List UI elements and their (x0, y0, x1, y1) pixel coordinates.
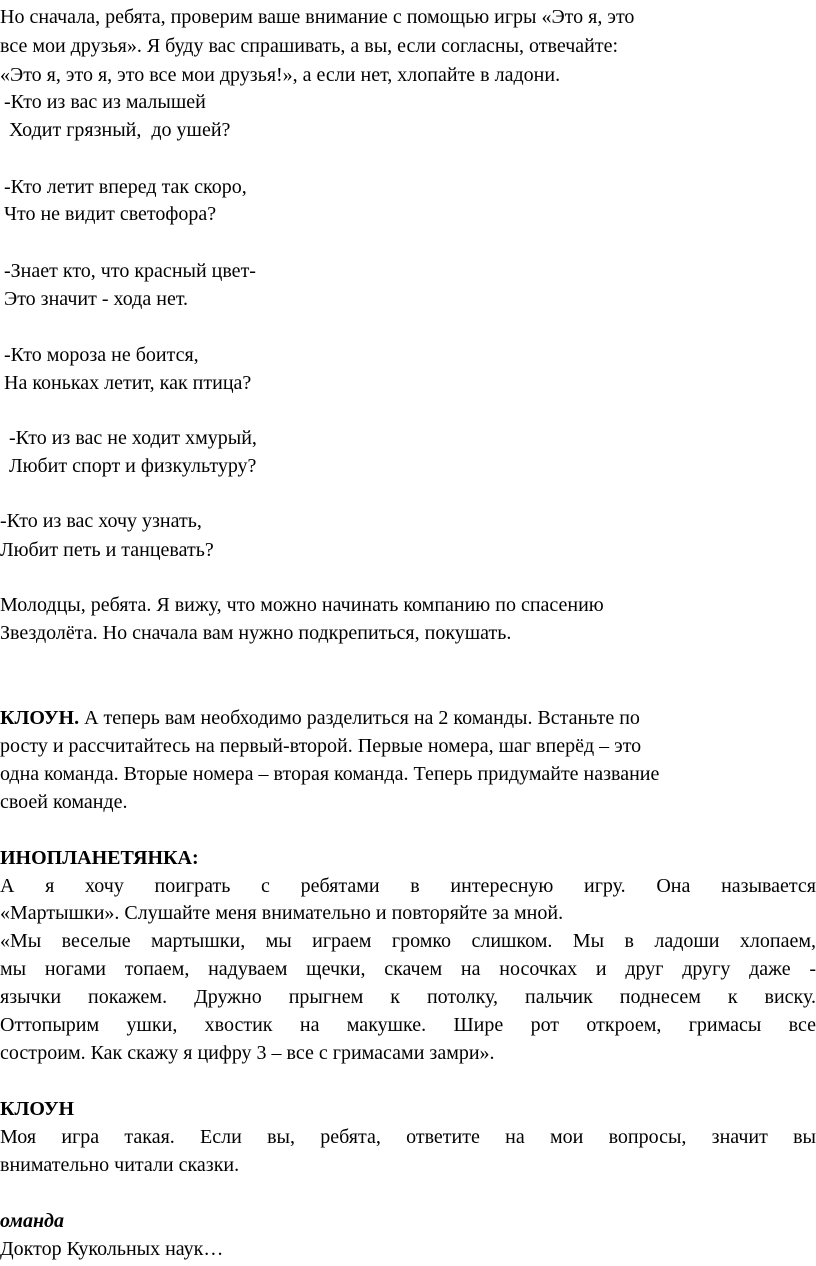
verse-3-line-2: Это значит - хода нет. (4, 288, 189, 310)
clown-paragraph-line-4: своей команде. (0, 791, 128, 813)
verse-5-line-2: Любит спорт и физкультуру? (4, 455, 257, 477)
clown-paragraph-line-2: росту и рассчитайтесь на первый-второй. Первые номера, шаг вперёд – это (0, 735, 642, 757)
intro-line-1: Но сначала, ребята, проверим ваше внимание с помощью игры «Это я, это (0, 6, 635, 28)
last-line: Доктор Кукольных наук… (0, 1238, 224, 1260)
alien-line-3: «Мы веселые мартышки, мы играем громко слишком. Мы в ладоши хлопаем, (0, 930, 816, 952)
verse-2-line-2: Что не видит светофора? (4, 203, 217, 225)
verse-5-line-1: -Кто из вас не ходит хмурый, (4, 427, 257, 449)
verse-6-line-2: Любит петь и танцевать? (0, 539, 214, 561)
intro-line-3: «Это я, это я, это все мои друзья!», а если нет, хлопайте в ладони. (0, 64, 561, 86)
praise-line-2: Звездолёта. Но сначала вам нужно подкрепиться, покушать. (0, 622, 512, 644)
verse-4-line-2: На коньках летит, как птица? (4, 372, 252, 394)
alien-line-2: «Мартышки». Слушайте меня внимательно и повторяйте за мной. (0, 902, 564, 924)
alien-line-4: мы ногами топаем, надуваем щечки, скачем на носочках и друг другу даже - (0, 958, 816, 980)
praise-line-1: Молодцы, ребята. Я вижу, что можно начинать компанию по спасению (0, 594, 604, 616)
clown2-speaker: КЛОУН (0, 1098, 75, 1120)
intro-line-2: все мои друзья». Я буду вас спрашивать, а вы, если согласны, отвечайте: (0, 35, 619, 57)
alien-line-6: Оттопырим ушки, хвостик на макушке. Шире рот откроем, гримасы все (0, 1014, 816, 1036)
alien-speaker: ИНОПЛАНЕТЯНКА: (0, 847, 199, 869)
verse-1-line-2: Ходит грязный, до ушей? (4, 119, 231, 141)
clown2-line-1: Моя игра такая. Если вы, ребята, ответите на мои вопросы, значит вы (0, 1126, 816, 1148)
clown-paragraph-line-1: КЛОУН. А теперь вам необходимо разделиться на 2 команды. Встаньте по (0, 707, 640, 729)
clown-speaker: КЛОУН. (0, 707, 80, 729)
alien-line-1: А я хочу поиграть с ребятами в интересную игру. Она называется (0, 875, 816, 897)
verse-6-line-1: -Кто из вас хочу узнать, (0, 510, 202, 532)
verse-3-line-1: -Знает кто, что красный цвет- (4, 260, 256, 282)
clown2-line-2: внимательно читали сказки. (0, 1154, 240, 1176)
verse-4-line-1: -Кто мороза не боится, (4, 344, 199, 366)
alien-line-7: состроим. Как скажу я цифру 3 – все с гримасами замри». (0, 1042, 495, 1064)
verse-2-line-1: -Кто летит вперед так скоро, (4, 176, 247, 198)
team-label: оманда (0, 1210, 64, 1232)
alien-line-5: язычки покажем. Дружно прыгнем к потолку, пальчик поднесем к виску. (0, 986, 816, 1008)
verse-1-line-1: -Кто из вас из малышей (4, 91, 206, 113)
clown-paragraph-line-3: одна команда. Вторые номера – вторая команда. Теперь придумайте название (0, 763, 660, 785)
